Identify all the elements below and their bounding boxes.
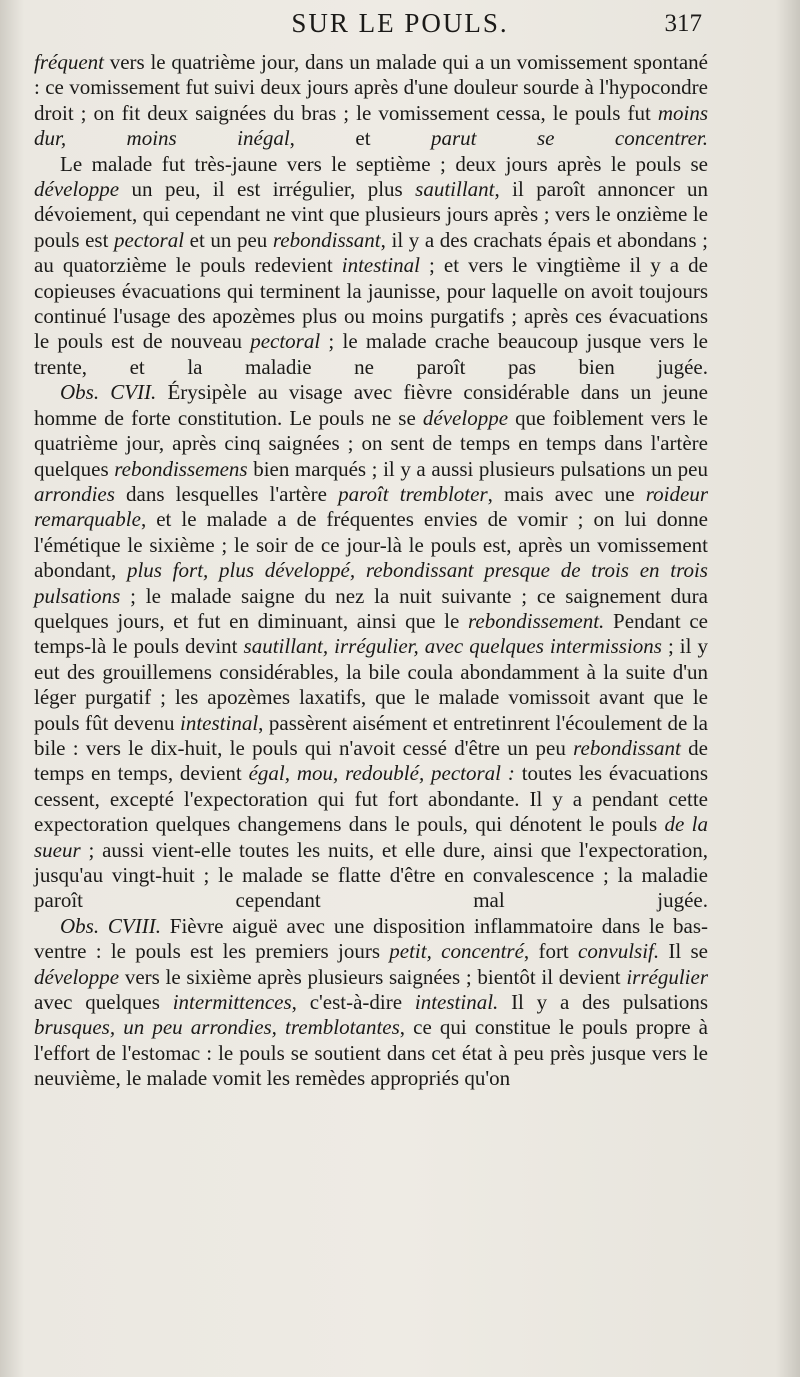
italic-run: Obs. CVII. xyxy=(60,380,157,405)
text-run: Le malade fut très-jaune vers le septième ; deux jours après le pouls se xyxy=(60,151,708,176)
italic-run: moins dur, moins inégal xyxy=(34,100,708,151)
italic-run: intestinal xyxy=(341,253,420,278)
italic-run: petit, concentré xyxy=(389,939,524,964)
text-run: ; aussi vient-elle toutes les nuits, et elle dure, ainsi que l'expectoration, jusqu'au vingt-huit ; le malade se flatte d'être en convalescence ; la maladie paroît cependant mal jugée. xyxy=(34,837,708,913)
text-run: ; et vers le vingtième il y a de copieuses évacuations qui terminent la jaunisse, pour laquelle on avoit toujours continué l'usage des apozèmes plus ou moins purgatifs ; après ces évacuations le pouls est de nouveau xyxy=(34,253,708,354)
text-run: que foiblement vers le quatrième jour, après cinq saignées ; on sent de temps en temps dans l'artère quelques xyxy=(34,405,708,481)
italic-run: pectoral xyxy=(250,329,321,354)
text-run: , mais avec une xyxy=(487,481,646,506)
page-number: 317 xyxy=(664,10,702,37)
paragraph xyxy=(34,50,708,152)
text-run: , il paroît annoncer un dévoiement, qui cependant ne vint que plusieurs jours après ; vers le onzième le pouls est xyxy=(34,177,709,252)
italic-run: parut se concentrer. xyxy=(430,126,708,151)
text-run: Érysipèle au visage avec fièvre considérable dans un jeune homme de forte constitution. Le pouls ne se xyxy=(34,380,708,430)
italic-run: intermittences xyxy=(172,990,292,1015)
italic-run: rebondissant xyxy=(272,227,381,252)
text-run: , et le malade a de fréquentes envies de vomir ; on lui donne l'émétique le sixième ; le soir de ce jour-là le pouls est, après un vomissement abondant, xyxy=(34,507,708,583)
text-run: Pendant ce temps-là le pouls devint xyxy=(34,608,709,659)
italic-run: sautillant, irrégulier, avec quelques intermissions xyxy=(243,634,662,659)
text-run: dans lesquelles l'artère xyxy=(114,481,339,506)
italic-run: irrégulier xyxy=(626,964,708,989)
italic-run: roideur remarquable xyxy=(34,481,708,532)
italic-run: égal, mou, redoublé, pectoral : xyxy=(248,761,515,786)
italic-run: convulsif. xyxy=(578,939,660,964)
body-text xyxy=(34,50,708,1092)
text-run: vers le quatrième jour, dans un malade qui a un vomissement spontané : ce vomissement fut suivi deux jours après d'une douleur sourde à l'hypocondre droit ; on fit deux saignées du bras ; le vomissement cessa, le pouls fut xyxy=(34,50,708,125)
text-run: vers le sixième après plusieurs saignées ; bientôt il devient xyxy=(119,964,627,989)
italic-run: rebondissant xyxy=(573,735,681,760)
text-run: , fort xyxy=(523,939,579,964)
text-run: , c'est-à-dire xyxy=(291,990,415,1015)
page-header xyxy=(0,6,800,46)
italic-run: de la sueur xyxy=(34,812,708,862)
text-run: bien marqués ; il y a aussi plusieurs pulsations un peu xyxy=(247,456,708,481)
text-run: ; le malade crache beaucoup jusque vers le trente, et la maladie ne paroît pas bien jugée. xyxy=(34,329,708,379)
italic-run: brusques, un peu arrondies, tremblotantes xyxy=(34,1015,400,1040)
italic-run: développe xyxy=(422,405,509,430)
running-title: SUR LE POULS. xyxy=(291,8,509,38)
text-run: et un peu xyxy=(184,227,273,252)
italic-run: pectoral xyxy=(114,227,185,252)
italic-run: rebondissemens xyxy=(114,456,248,481)
italic-run: arrondies xyxy=(34,481,115,506)
text-run: de temps en temps, devient xyxy=(34,735,708,786)
paragraph xyxy=(34,914,708,1092)
text-run: Fièvre aiguë avec une disposition inflammatoire dans le bas-ventre : le pouls est les premiers jours xyxy=(34,913,708,964)
paragraph xyxy=(34,380,708,914)
text-run: un peu, il est irrégulier, plus xyxy=(119,177,416,202)
text-run: Il y a des pulsations xyxy=(498,990,708,1015)
text-run: ; il y eut des grouillemens considérables, la bile coula abondamment à la suite d'un léger purgatif ; les apozèmes laxatifs, que le malade vomissoit avant que le pouls fût devenu xyxy=(34,634,708,735)
italic-run: rebondissement. xyxy=(468,608,605,633)
text-run: , passèrent aisément et entretinrent l'écoulement de la bile : vers le dix-huit, le pouls qui n'avoit cessé d'être un peu xyxy=(34,710,708,760)
text-run: Il se xyxy=(659,939,708,964)
text-run: avec quelques xyxy=(34,990,173,1015)
text-run: , il y a des crachats épais et abondans ; au quatorzième le pouls redevient xyxy=(34,227,708,278)
italic-run: plus fort, plus développé, rebondissant presque de trois en trois pulsations xyxy=(34,558,708,608)
italic-run: développe xyxy=(34,177,120,202)
italic-run: paroît trembloter xyxy=(338,481,488,506)
text-run: , ce qui constitue le pouls propre à l'effort de l'estomac : le pouls se soutient dans cet état à peu près jusque vers le neuvième, le malade vomit les remèdes appropriés qu'on xyxy=(34,1015,708,1091)
italic-run: intestinal xyxy=(179,710,259,735)
italic-run: Obs. CVIII. xyxy=(60,913,161,938)
text-run: toutes les évacuations cessent, excepté l'expectoration qui fut fort abondante. Il y a pendant cette expectoration quelques changemens dans le pouls, qui dénotent le pouls xyxy=(34,761,708,837)
italic-run: fréquent xyxy=(34,50,104,74)
italic-run: intestinal. xyxy=(414,990,499,1015)
italic-run: développe xyxy=(34,964,120,989)
text-run: ; le malade saigne du nez la nuit suivante ; ce saignement dura quelques jours, et fut en diminuant, ainsi que le xyxy=(34,583,708,633)
paragraph xyxy=(34,152,708,381)
text-run: , et xyxy=(289,126,431,151)
italic-run: sautillant xyxy=(415,177,495,202)
